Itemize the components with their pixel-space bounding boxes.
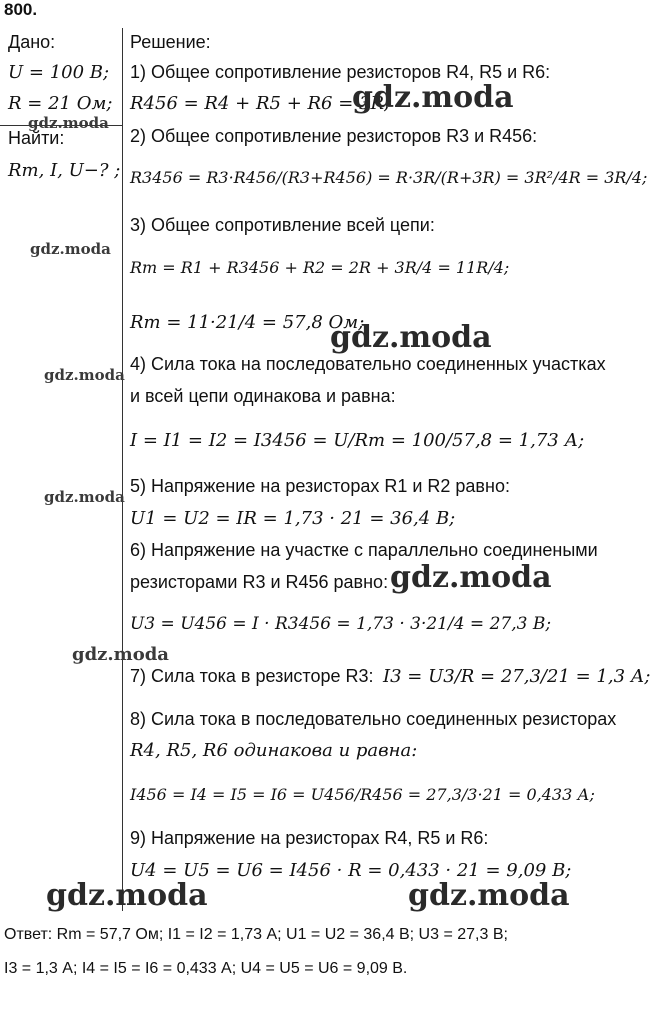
step-3-equation-2: Rm = 11·21/4 = 57,8 Ом; [130, 312, 365, 333]
watermark: gdz.moda [28, 114, 109, 132]
problem-number: 800. [4, 0, 38, 19]
watermark: gdz.moda [44, 366, 125, 384]
given-voltage: U = 100 В; [8, 62, 110, 83]
step-8-text-b: R4, R5, R6 одинакова и равна: [130, 740, 418, 761]
step-4-equation: I = I1 = I2 = I3456 = U/Rm = 100/57,8 = 1,73 А; [130, 430, 585, 451]
solution-title: Решение: [130, 32, 211, 52]
answer-line-1: Ответ: Rm = 57,7 Ом; I1 = I2 = 1,73 А; U1 = U2 = 36,4 В; U3 = 27,3 В; [4, 926, 508, 943]
watermark: gdz.moda [72, 644, 169, 665]
step-9-equation: U4 = U5 = U6 = I456 · R = 0,433 · 21 = 9,09 В; [130, 860, 572, 881]
step-3-text: 3) Общее сопротивление всей цепи: [130, 215, 435, 235]
find-title: Найти: [8, 128, 65, 148]
given-resistance: R = 21 Ом; [8, 93, 113, 114]
step-6-equation: U3 = U456 = I · R3456 = 1,73 · 3·21/4 = 27,3 В; [130, 614, 552, 634]
watermark: gdz.moda [44, 488, 125, 506]
watermark: gdz.moda [30, 240, 111, 258]
watermark: gdz.moda [408, 878, 570, 913]
watermark: gdz.moda [46, 878, 208, 913]
watermark: gdz.moda [352, 80, 514, 115]
step-6-text-a: 6) Напряжение на участке с параллельно соединеными [130, 540, 598, 560]
step-1-equation: R456 = R4 + R5 + R6 = 3R; [130, 93, 391, 114]
step-1-text: 1) Общее сопротивление резисторов R4, R5 и R6: [130, 62, 551, 82]
step-5-equation: U1 = U2 = IR = 1,73 · 21 = 36,4 В; [130, 508, 456, 529]
step-9-text: 9) Напряжение на резисторах R4, R5 и R6: [130, 828, 489, 848]
given-title: Дано: [8, 32, 56, 52]
step-7-equation: I3 = U3/R = 27,3/21 = 1,3 А; [383, 666, 650, 687]
watermark: gdz.moda [390, 560, 552, 595]
step-8-text-a: 8) Сила тока в последовательно соединенных резисторах [130, 709, 617, 729]
step-3-equation-1: Rm = R1 + R3456 + R2 = 2R + 3R/4 = 11R/4; [130, 258, 510, 277]
step-4-text-b: и всей цепи одинакова и равна: [130, 386, 396, 406]
step-2-text: 2) Общее сопротивление резисторов R3 и R456: [130, 126, 538, 146]
step-5-text: 5) Напряжение на резисторах R1 и R2 равно: [130, 476, 510, 496]
answer-line-2: I3 = 1,3 А; I4 = I5 = I6 = 0,433 А; U4 = U5 = U6 = 9,09 В. [4, 960, 408, 977]
step-2-equation: R3456 = R3·R456/(R3+R456) = R·3R/(R+3R) = 3R²/4R = 3R/4; [130, 168, 648, 187]
find-items: Rm, I, U−? ; [8, 160, 121, 181]
divider-vertical [122, 28, 123, 911]
step-7-text: 7) Сила тока в резисторе R3: [130, 666, 374, 686]
step-8-equation: I456 = I4 = I5 = I6 = U456/R456 = 27,3/3·21 = 0,433 А; [130, 785, 595, 804]
step-4-text-a: 4) Сила тока на последовательно соединенных участках [130, 354, 606, 374]
step-6-text-b: резисторами R3 и R456 равно: [130, 572, 389, 592]
watermark: gdz.moda [330, 320, 492, 355]
